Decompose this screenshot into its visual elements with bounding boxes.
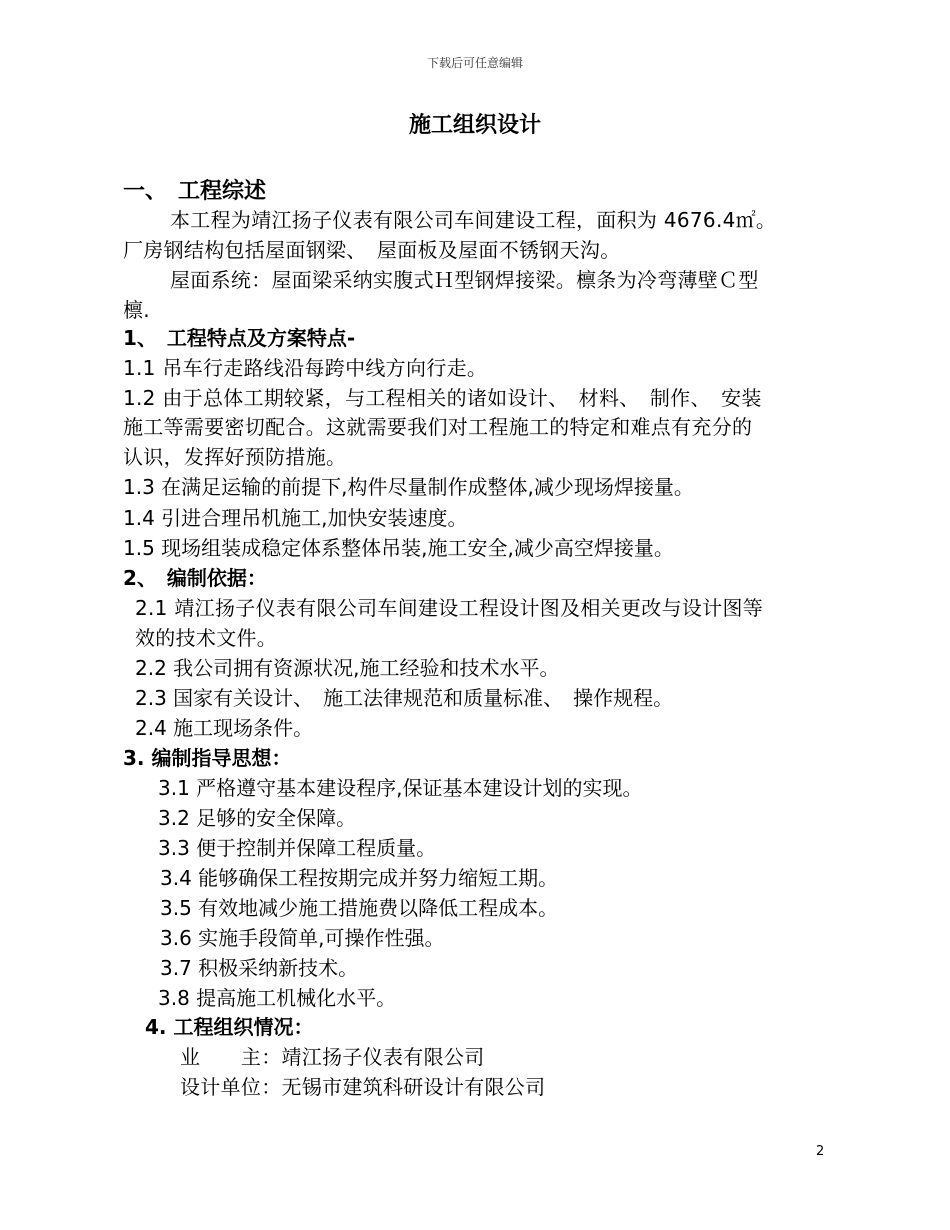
list-item: 3.7 积极采纳新技术。 [160, 956, 359, 980]
list-item: 3.6 实施手段简单,可操作性强。 [160, 926, 445, 950]
list-item: 业 主：靖江扬子仪表有限公司 [180, 1045, 485, 1069]
list-item: 2.4 施工现场条件。 [135, 716, 314, 740]
list-item: 1.1 吊车行走路线沿每跨中线方向行走。 [123, 356, 488, 380]
page-number: 2 [816, 1144, 825, 1159]
section-heading-organization: 4. 工程组织情况： [145, 1015, 314, 1039]
paragraph-line: 本工程为靖江扬子仪表有限公司车间建设工程，面积为 4676.4㎡。 [170, 208, 777, 232]
paragraph-line: 屋面系统：屋面梁采纳实腹式Ｈ型钢焊接梁。檩条为冷弯薄壁Ｃ型 [170, 268, 759, 292]
document-title: 施工组织设计 [408, 113, 541, 138]
list-item: 1.4 引进合理吊机施工,加快安装速度。 [123, 506, 468, 530]
list-item: 3.1 严格遵守基本建设程序,保证基本建设计划的实现。 [158, 776, 643, 800]
list-item: 认识，发挥好预防措施。 [123, 445, 347, 469]
section-heading-overview: 一、 工程综述 [123, 179, 267, 204]
section-heading-features: 1、 工程特点及方案特点- [123, 326, 356, 350]
list-item: 2.3 国家有关设计、 施工法律规范和质量标准、 操作规程。 [135, 686, 674, 710]
list-item: 3.3 便于控制并保障工程质量。 [158, 836, 437, 860]
list-item: 施工等需要密切配合。这就需要我们对工程施工的特定和难点有充分的 [123, 415, 753, 439]
list-item: 3.8 提高施工机械化水平。 [158, 986, 397, 1010]
page-header: 下载后可任意编辑 [426, 56, 523, 70]
list-item: 1.5 现场组装成稳定体系整体吊装,施工安全,减少高空焊接量。 [123, 536, 674, 560]
list-item: 1.3 在满足运输的前提下,构件尽量制作成整体,减少现场焊接量。 [123, 475, 694, 499]
list-item: 3.5 有效地减少施工措施费以降低工程成本。 [160, 896, 559, 920]
list-item: 设计单位：无锡市建筑科研设计有限公司 [180, 1075, 546, 1099]
list-item: 3.2 足够的安全保障。 [158, 806, 357, 830]
list-item: 3.4 能够确保工程按期完成并努力缩短工期。 [160, 866, 559, 890]
paragraph-line: 檩. [123, 298, 150, 322]
list-item: 2.2 我公司拥有资源状况,施工经验和技术水平。 [135, 656, 560, 680]
list-item: 2.1 靖江扬子仪表有限公司车间建设工程设计图及相关更改与设计图等 [135, 596, 764, 620]
section-heading-basis: 2、 编制依据： [123, 566, 267, 590]
list-item: 1.2 由于总体工期较紧，与工程相关的诸如设计、 材料、 制作、 安装 [123, 386, 762, 410]
paragraph-line: 厂房钢结构包括屋面钢梁、 屋面板及屋面不锈钢天沟。 [123, 238, 621, 262]
list-item: 效的技术文件。 [135, 626, 278, 650]
section-heading-guiding-principles: 3. 编制指导思想： [123, 746, 292, 770]
